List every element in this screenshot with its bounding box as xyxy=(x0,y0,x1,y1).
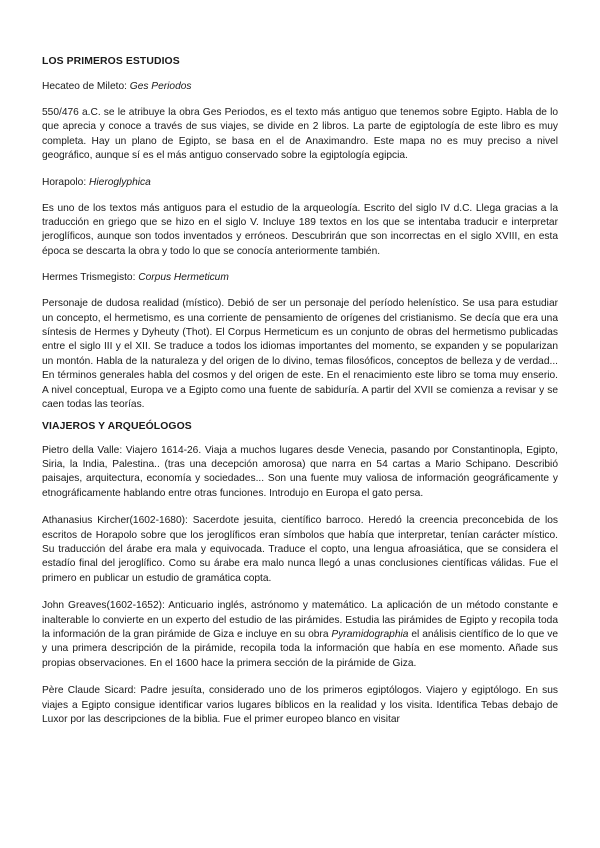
section-heading-viajeros: VIAJEROS Y ARQUEÓLOGOS xyxy=(42,420,192,432)
entry-work: Corpus Hermeticum xyxy=(138,272,229,284)
entry-title-hermes xyxy=(42,272,558,283)
section-heading-primeros-estudios: LOS PRIMEROS ESTUDIOS xyxy=(42,56,180,67)
entry-title-hecateo xyxy=(42,81,558,92)
greaves-text-start: John Greaves(1602-1652): Anticuario inglés, astrónomo y matemático. La aplicación de un método constante e inalterable lo convierte en un experto del estudio de las pirámides. Estudia las pirámides de Egipto y recopila toda la información de la gran pirámide de Giza e incluye en su obra xyxy=(42,600,558,640)
paragraph-kircher: Athanasius Kircher(1602-1680): Sacerdote jesuita, científico barroco. Heredó la creencia preconcebida de los escritos de Horapolo sobre que los jeroglíficos eran símbolos que había que interpretar, tenían carácter místico. Su traducción del árabe era mala y equivocada. Traduce el copto, una lengua afroasiática, que se considera el estadío final del jeroglífico. Como su árabe era malo nunca llegó a unas conclusiones científicas válidas. Fue el primero en publicar un estudio de gramática copta. xyxy=(42,515,558,584)
entry-author: Hecateo de Mileto: xyxy=(42,81,127,92)
entry-title-horapolo xyxy=(42,177,558,188)
paragraph-hecateo: 550/476 a.C. se le atribuye la obra Ges Periodos, es el texto más antiguo que tenemos sobre Egipto. Habla de lo que aprecia y conoce a través de sus viajes, se divide en 2 libros. La parte de egiptología de este libro es muy completa. Hay un plano de Egipto, se basa en el de Anaximandro. Este mapa no es muy preciso a nivel geográfico, aunque sí es el más antiguo conservado sobre la egiptología egipcia. xyxy=(42,107,558,162)
paragraph-horapolo: Es uno de los textos más antiguos para el estudio de la arqueología. Escrito del siglo IV d.C. Llega gracias a la traducción en griego que se hizo en el siglo V. Incluye 189 textos en los que se intentaba traducir e interpretar jeroglíficos, aunque son todos inventados y erróneos. Descubrirán que son incorrectas en el siglo XVIII, en esta época se descarta la obra y todo lo que se conocía anteriormente también. xyxy=(42,202,558,257)
entry-work: Ges Periodos xyxy=(129,81,192,92)
paragraph-greaves xyxy=(42,599,558,671)
greaves-text-end: el análisis científico de lo que ve y una primera descripción de la pirámide, recopila toda la información que había en ese momento. Añade sus propias observaciones. En el 1600 hace la primera sección de la pirámide de Giza. xyxy=(42,628,559,669)
paragraph-pietro-della-valle: Pietro della Valle: Viajero 1614-26. Viaja a muchos lugares desde Venecia, pasando por Constantinopla, Egipto, Siria, la India, Palestina.. (tras una decepción amorosa) que narra en 54 cartas a Mario Schipano. Describió paisajes, arquitectura, economía y sociedades... Son una fuente muy valiosa de información geográficamente y etnográficamente hablando entre otras funciones. Introdujo en Europa el gato persa. xyxy=(42,444,558,499)
greaves-work-title: Pyramidographia xyxy=(331,628,409,640)
paragraph-sicard: Père Claude Sicard: Padre jesuíta, considerado uno de los primeros egiptólogos. Viajero y egiptólogo. En sus viajes a Egipto consigue identificar varios lugares bíblicos en la realidad y los visita. Identifica Tebas debajo de Luxor por las descripciones de la biblia. Fue el primer europeo blanco en visitar xyxy=(42,685,558,725)
entry-work: Hieroglyphica xyxy=(89,176,151,188)
entry-author: Horapolo: xyxy=(42,176,87,188)
paragraph-hermes: Personaje de dudosa realidad (místico). Debió de ser un personaje del período helenístico. Se usa para estudiar un concepto, el hermetismo, es una corriente de pensamiento de orígenes del cristianismo. Se decía que era una síntesis de Hermes y Dyheuty (Thot). El Corpus Hermeticum es un conjunto de obras del hermetismo publicadas entre el siglo III y el XII. Se traduce a todos los idiomas importantes del momento, se expanden y se popularizan un montón. Habla de la naturaleza y del origen de lo divino, temas filosóficos, conceptos de belleza y de verdad... En términos generales habla del cosmos y del origen de este. En el renacimiento este libro se toma muy enserio. A nivel conceptual, Europa ve a Egipto como una fuente de sabiduría. A partir del XVII se comienza a revisar y se caen todas las teorías. xyxy=(42,298,558,411)
entry-author: Hermes Trismegisto: xyxy=(42,272,136,284)
